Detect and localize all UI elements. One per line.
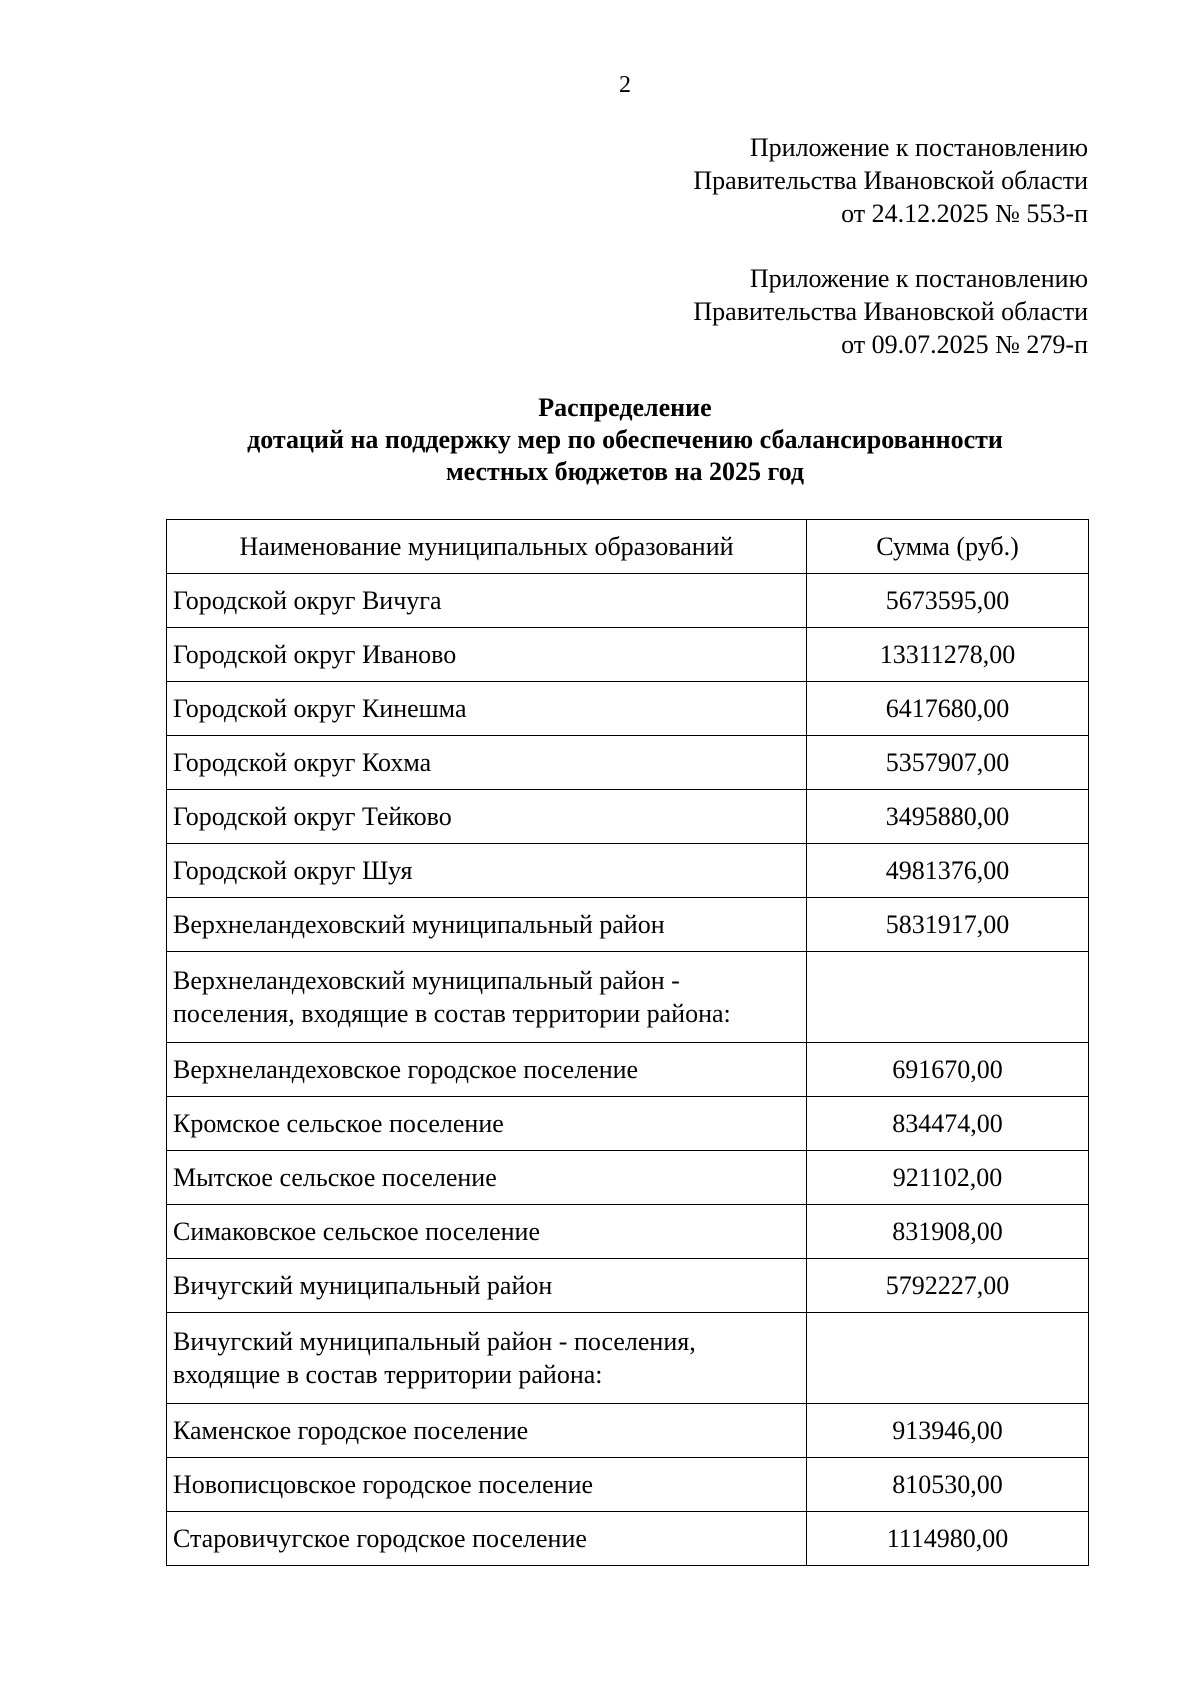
row-name: Симаковское сельское поселение xyxy=(167,1205,807,1259)
row-sum: 5792227,00 xyxy=(807,1259,1089,1313)
document-title-line-3: местных бюджетов на 2025 год xyxy=(445,457,805,486)
table-row xyxy=(167,898,1089,952)
table-row-group-heading xyxy=(167,1313,1089,1404)
row-name: Мытское сельское поселение xyxy=(167,1151,807,1205)
row-name: Новописцовское городское поселение xyxy=(167,1458,807,1512)
row-name: Старовичугское городское поселение xyxy=(167,1512,807,1566)
table-row xyxy=(167,736,1089,790)
row-sum: 1114980,00 xyxy=(807,1512,1089,1566)
row-name-line-2: входящие в состав территории района: xyxy=(173,1360,603,1389)
appendix-current-line-2: Правительства Ивановской области xyxy=(693,166,1088,195)
row-sum: 3495880,00 xyxy=(807,790,1089,844)
table-row xyxy=(167,1043,1089,1097)
row-sum: 13311278,00 xyxy=(807,628,1089,682)
appendix-original-line-3: от 09.07.2025 № 279-п xyxy=(841,330,1088,359)
row-sum-empty xyxy=(807,952,1089,1043)
row-sum: 831908,00 xyxy=(807,1205,1089,1259)
row-name: Городской округ Шуя xyxy=(167,844,807,898)
appendix-current-line-3: от 24.12.2025 № 553-п xyxy=(841,199,1088,228)
row-name: Городской округ Кохма xyxy=(167,736,807,790)
table-row xyxy=(167,1458,1089,1512)
appendix-original-line-2: Правительства Ивановской области xyxy=(693,297,1088,326)
row-name-line-1: Верхнеландеховский муниципальный район - xyxy=(173,966,680,995)
row-name-group xyxy=(167,1313,807,1404)
row-name: Вичугский муниципальный район xyxy=(167,1259,807,1313)
row-name: Городской округ Тейково xyxy=(167,790,807,844)
row-name-line-1: Вичугский муниципальный район - поселения, xyxy=(173,1327,696,1356)
column-header-sum: Сумма (руб.) xyxy=(807,520,1089,574)
row-sum: 810530,00 xyxy=(807,1458,1089,1512)
table-row xyxy=(167,1259,1089,1313)
column-header-name: Наименование муниципальных образований xyxy=(167,520,807,574)
table-row xyxy=(167,1404,1089,1458)
row-sum: 6417680,00 xyxy=(807,682,1089,736)
row-sum: 691670,00 xyxy=(807,1043,1089,1097)
document-title-line-2: дотаций на поддержку мер по обеспечению сбалансированности xyxy=(247,425,1003,454)
table-row xyxy=(167,844,1089,898)
row-name: Верхнеландеховское городское поселение xyxy=(167,1043,807,1097)
row-name: Каменское городское поселение xyxy=(167,1404,807,1458)
row-name: Городской округ Иваново xyxy=(167,628,807,682)
row-sum: 4981376,00 xyxy=(807,844,1089,898)
row-name: Городской округ Кинешма xyxy=(167,682,807,736)
table-row xyxy=(167,1512,1089,1566)
table-row-group-heading xyxy=(167,952,1089,1043)
row-sum: 5831917,00 xyxy=(807,898,1089,952)
row-name-line-2: поселения, входящие в состав территории района: xyxy=(173,999,731,1028)
row-sum: 834474,00 xyxy=(807,1097,1089,1151)
appendix-current-header xyxy=(693,131,1088,230)
table-header-row xyxy=(167,520,1089,574)
row-name: Верхнеландеховский муниципальный район xyxy=(167,898,807,952)
row-sum: 913946,00 xyxy=(807,1404,1089,1458)
table-row xyxy=(167,1205,1089,1259)
table-row xyxy=(167,790,1089,844)
row-name: Кромское сельское поселение xyxy=(167,1097,807,1151)
table-row xyxy=(167,682,1089,736)
row-name: Городской округ Вичуга xyxy=(167,574,807,628)
table-row xyxy=(167,574,1089,628)
subsidies-table xyxy=(166,519,1089,1566)
row-sum: 5357907,00 xyxy=(807,736,1089,790)
page-number: 2 xyxy=(619,72,631,98)
table-row xyxy=(167,1097,1089,1151)
appendix-current-line-1: Приложение к постановлению xyxy=(749,133,1088,162)
row-sum: 921102,00 xyxy=(807,1151,1089,1205)
appendix-original-header xyxy=(693,262,1088,361)
row-sum: 5673595,00 xyxy=(807,574,1089,628)
row-sum-empty xyxy=(807,1313,1089,1404)
table-row xyxy=(167,628,1089,682)
document-title xyxy=(0,392,1200,488)
document-title-line-1: Распределение xyxy=(538,393,712,422)
table-row xyxy=(167,1151,1089,1205)
row-name-group xyxy=(167,952,807,1043)
appendix-original-line-1: Приложение к постановлению xyxy=(749,264,1088,293)
